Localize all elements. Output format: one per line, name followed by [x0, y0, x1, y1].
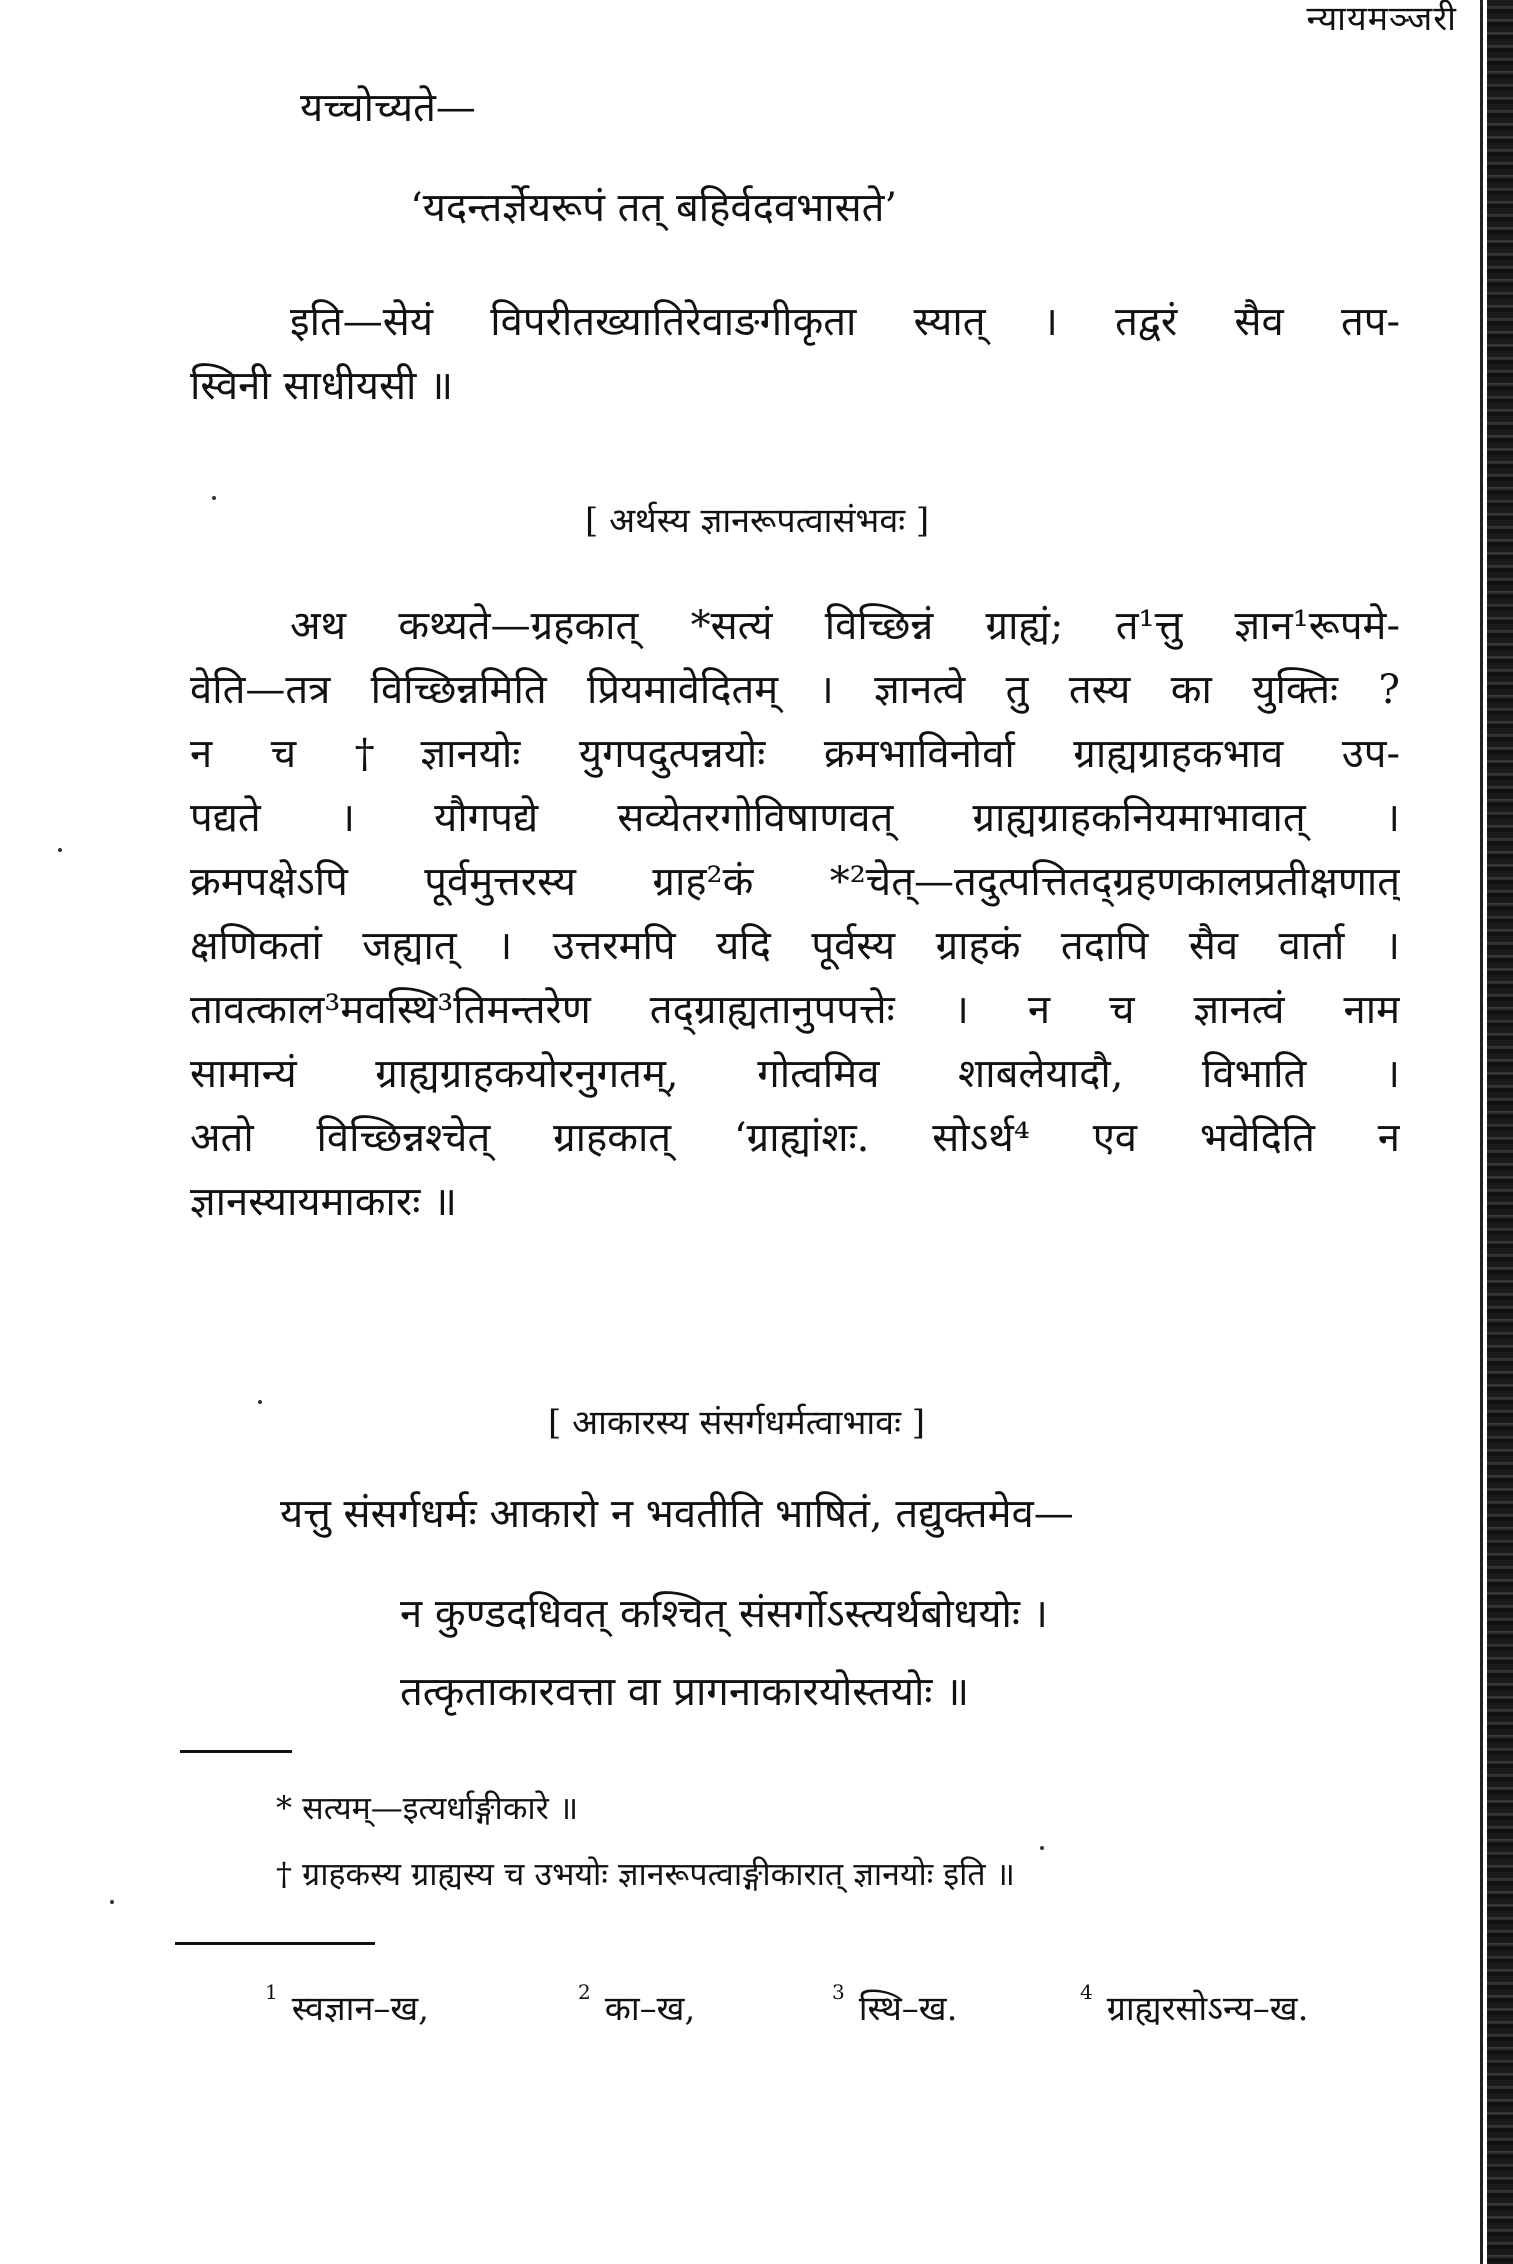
footnote-star: * सत्यम्—इत्यर्धाङ्गीकारे ॥: [276, 1789, 579, 1827]
footnote-dagger: † ग्राहकस्य ग्राह्यस्य च उभयोः ज्ञानरूपत्वाङ्गीकारात् ज्ञानयोः इति ॥: [276, 1855, 1015, 1893]
variant-reading: [265, 1980, 429, 2030]
scan-speck: [58, 848, 62, 852]
scan-speck: [1040, 1846, 1044, 1850]
variant-number: 4: [1080, 1980, 1093, 2004]
paragraph-2-line: सामान्यं ग्राह्यग्राहकयोरनुगतम्, गोत्वमिव शाबलेयादौ, विभाति ।: [190, 1051, 1400, 1097]
variant-number: 2: [578, 1980, 591, 2004]
paragraph-2-line: तावत्काल³मवस्थि³तिमन्तरेण तद्ग्राह्यतानुपपत्तेः । न च ज्ञानत्वं नाम: [190, 987, 1400, 1033]
variant-text: का–ख,: [604, 1989, 696, 2029]
verse-line-1: न कुण्डदधिवत् कश्चित् संसर्गोऽस्त्यर्थबोधयोः ।: [400, 1591, 1048, 1637]
paragraph-2-line: अतो विच्छिन्नश्चेत् ग्राहकात् ‘ग्राह्यांशः. सोऽर्थ⁴ एव भवेदिति न: [190, 1115, 1400, 1161]
variant-text: ग्राह्यरसोऽन्य–ख.: [1106, 1989, 1309, 2029]
scan-speck: [258, 1400, 262, 1404]
quote-line: ‘यदन्तर्ज्ञेयरूपं तत् बहिर्वदवभासते’: [410, 185, 898, 231]
variant-number: 1: [265, 1980, 278, 2004]
variant-reading: [578, 1980, 696, 2030]
paragraph-2: [190, 594, 1400, 1234]
variant-reading: [1080, 1980, 1309, 2030]
paragraph-1-line-1: इति—सेयं विपरीतख्यातिरेवाङगीकृता स्यात् । तद्वरं सैव तप-: [290, 299, 1400, 345]
running-head: न्यायमञ्जरी: [1306, 0, 1457, 39]
binding-edge: [1487, 0, 1513, 2264]
intro-text: यच्चोच्यते—: [300, 85, 476, 131]
footnote-rule: [180, 1750, 292, 1753]
variant-reading: [832, 1980, 958, 2030]
paragraph-1-line-2: स्विनी साधीयसी ॥: [190, 363, 454, 409]
paragraph-2-line: वेति—तत्र विच्छिन्नमिति प्रियमावेदितम् । ज्ञानत्वे तु तस्य का युक्तिः ?: [190, 667, 1400, 713]
paragraph-2-line: अथ कथ्यते—ग्रहकात् *सत्यं विच्छिन्नं ग्राह्यं; त¹त्तु ज्ञान¹रूपमे-: [290, 603, 1400, 649]
section-heading-1: [ अर्थस्य ज्ञानरूपत्वासंभवः ]: [585, 501, 930, 541]
scan-speck: [212, 496, 216, 500]
paragraph-2-line: पद्यते । यौगपद्ये सव्येतरगोविषाणवत् ग्राह्यग्राहकनियमाभावात् ।: [190, 795, 1400, 841]
variant-number: 3: [832, 1980, 845, 2004]
paragraph-1: [190, 290, 1400, 418]
paragraph-2-line: क्रमपक्षेऽपि पूर्वमुत्तरस्य ग्राह²कं *²चेत्—तदुत्पत्तितद्ग्रहणकालप्रतीक्षणात्: [190, 859, 1400, 905]
variants-rule: [175, 1942, 375, 1945]
scan-speck: [110, 1900, 114, 1904]
section-heading-2: [ आकारस्य संसर्गधर्मत्वाभावः ]: [548, 1403, 926, 1443]
paragraph-3: यत्तु संसर्गधर्मः आकारो न भवतीति भाषितं, तद्युक्तमेव—: [280, 1491, 1074, 1537]
paragraph-2-line: न च †ज्ञानयोः युगपदुत्पन्नयोः क्रमभाविनोर्वा ग्राह्यग्राहकभाव उप-: [190, 731, 1400, 777]
binding-line: [1480, 0, 1483, 2264]
paragraph-2-line: क्षणिकतां जह्यात् । उत्तरमपि यदि पूर्वस्य ग्राहकं तदापि सैव वार्ता ।: [190, 923, 1400, 969]
paragraph-2-line: ज्ञानस्यायमाकारः ॥: [190, 1179, 457, 1225]
variant-text: स्थि–ख.: [858, 1989, 958, 2029]
variant-text: स्वज्ञान–ख,: [291, 1989, 429, 2029]
verse-line-2: तत्कृताकारवत्ता वा प्रागनाकारयोस्तयोः ॥: [400, 1669, 970, 1715]
